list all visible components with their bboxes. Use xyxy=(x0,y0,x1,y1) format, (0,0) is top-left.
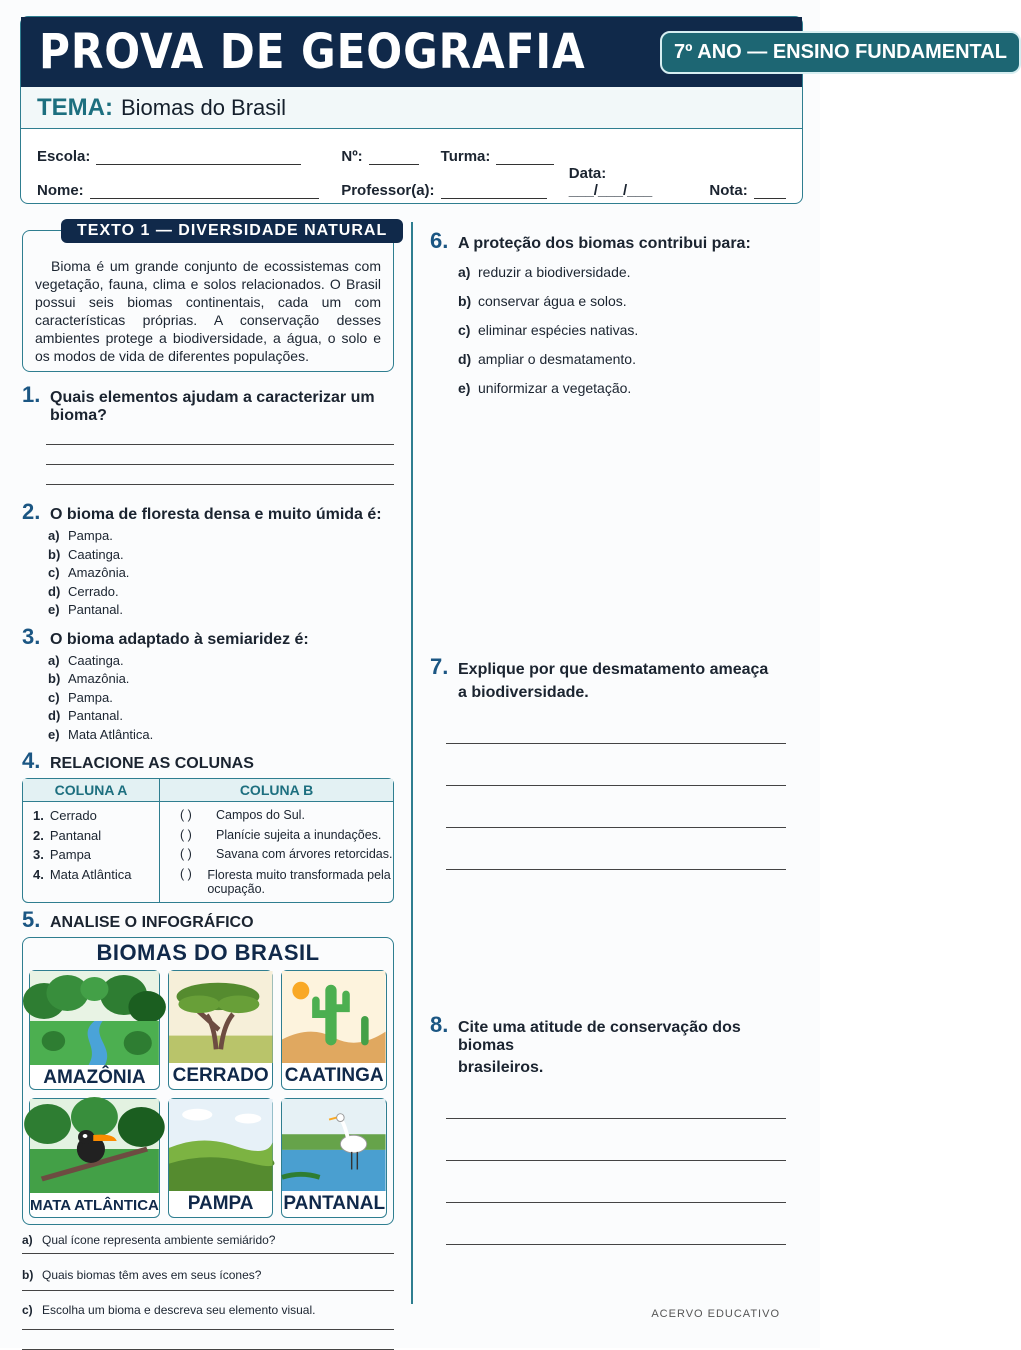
item-number: 1. xyxy=(33,808,44,823)
option-text: uniformizar a vegetação. xyxy=(478,380,632,396)
answer-blank[interactable]: ( ) xyxy=(180,827,192,842)
option-text: Cerrado. xyxy=(68,583,119,599)
answer-blank[interactable]: ( ) xyxy=(180,866,192,881)
teacher-field[interactable] xyxy=(441,185,547,199)
item-text: Campos do Sul. xyxy=(216,808,305,822)
answer-line[interactable] xyxy=(446,1119,786,1161)
theme-bar xyxy=(21,87,802,129)
column-divider xyxy=(411,222,413,1304)
option[interactable] xyxy=(48,652,394,671)
biome-grid xyxy=(29,970,387,1218)
option-text: Pampa. xyxy=(68,528,113,543)
option-text: conservar água e solos. xyxy=(478,293,627,309)
answer-line[interactable] xyxy=(446,786,786,828)
question-3 xyxy=(22,624,394,650)
option[interactable] xyxy=(458,345,786,374)
option-key: e) xyxy=(48,602,60,617)
option-text: Amazônia. xyxy=(68,565,130,580)
question-2 xyxy=(22,499,394,525)
answer-line[interactable] xyxy=(446,744,786,786)
question-7-text: Explique por que desmatamento ameaça xyxy=(458,661,769,678)
option-key: b) xyxy=(458,293,472,309)
title-banner xyxy=(21,17,1007,87)
sub-text: Qual ícone representa ambiente semiárido? xyxy=(42,1232,276,1247)
column-a xyxy=(23,802,160,902)
right-column xyxy=(430,228,786,1076)
biome-card-amazonia xyxy=(29,970,160,1090)
match-table xyxy=(22,778,394,903)
answer-line[interactable] xyxy=(446,1203,786,1245)
item-text: Planície sujeita a inundações. xyxy=(216,827,382,842)
item-text: Mata Atlântica xyxy=(49,866,132,882)
answer-line[interactable] xyxy=(46,425,394,445)
question-5c xyxy=(22,1303,394,1330)
item-text: Floresta muito transformada pela ocupação. xyxy=(207,867,391,896)
option-key: d) xyxy=(48,583,61,599)
school-field[interactable] xyxy=(96,151,301,165)
sub-text: Escolha um bioma e descreva seu elemento visual. xyxy=(42,1302,316,1317)
mata-atlantica-illustration xyxy=(30,1099,159,1193)
question-7-head xyxy=(430,654,786,680)
item-number: 4. xyxy=(33,866,44,882)
option-key: a) xyxy=(48,528,60,543)
option-text: reduzir a biodiversidade. xyxy=(478,264,631,280)
question-3-number: 3. xyxy=(22,623,41,649)
option-text: Caatinga. xyxy=(68,652,124,668)
question-4 xyxy=(22,748,394,774)
biome-label: PAMPA xyxy=(187,1192,254,1214)
option[interactable] xyxy=(48,583,394,602)
option-text: ampliar o desmatamento. xyxy=(478,351,636,367)
option-key: e) xyxy=(48,726,60,742)
question-1 xyxy=(22,382,394,425)
text-1-label: TEXTO 1 — DIVERSIDADE NATURAL xyxy=(61,219,403,243)
answer-blank[interactable]: ( ) xyxy=(180,808,192,822)
match-table-header xyxy=(23,779,393,802)
teacher-label: Professor(a): xyxy=(341,182,435,199)
question-7-text-cont: a biodiversidade. xyxy=(458,684,589,701)
text-1-box xyxy=(22,222,394,372)
option[interactable] xyxy=(48,670,394,689)
option-text: eliminar espécies nativas. xyxy=(478,322,639,338)
answer-line[interactable] xyxy=(446,1161,786,1203)
biome-label: AMAZÔNIA xyxy=(43,1066,146,1088)
column-b-header: COLUNA B xyxy=(239,782,314,798)
option-key: e) xyxy=(458,380,471,396)
question-6-number: 6. xyxy=(430,228,449,253)
number-field[interactable] xyxy=(369,151,419,165)
theme-label: TEMA: xyxy=(37,93,113,121)
question-6-text: A proteção dos biomas contribui para: xyxy=(458,235,751,252)
option[interactable] xyxy=(48,527,394,546)
question-2-options xyxy=(48,527,394,620)
option[interactable] xyxy=(458,287,786,316)
theme-value: Biomas do Brasil xyxy=(120,94,287,120)
question-3-text: O bioma adaptado à semiaridez é: xyxy=(50,630,309,648)
option-key: c) xyxy=(458,322,471,338)
name-label: Nome: xyxy=(37,182,84,199)
option-text: Pantanal. xyxy=(68,602,123,617)
class-label: Turma: xyxy=(440,148,491,165)
answer-line[interactable] xyxy=(446,702,786,744)
question-5a xyxy=(22,1233,394,1254)
question-1-text: Quais elementos ajudam a caracterizar um bioma? xyxy=(50,389,375,424)
item-text: Cerrado xyxy=(49,808,97,823)
biome-card-pantanal xyxy=(281,1098,387,1218)
option[interactable] xyxy=(48,546,394,565)
text-1-body: Bioma é um grande conjunto de ecossistemas com vegetação, fauna, clima e solos relacionados. O Brasil possui seis biomas continentais, cada um com características próprias. A conservação desses ambientes protege a biodiversidade, a água, o solo e os modos de vida de diferentes populações. xyxy=(35,258,381,364)
fields-row-1 xyxy=(21,129,802,165)
question-8-text: Cite uma atitude de conservação dos biomas xyxy=(458,1019,741,1054)
biome-card-mata-atlantica xyxy=(29,1098,160,1218)
option-key: c) xyxy=(48,689,60,705)
exam-title: PROVA DE GEOGRAFIA xyxy=(39,24,586,80)
question-6-options xyxy=(430,258,786,403)
question-3-options xyxy=(48,652,394,745)
question-4-number: 4. xyxy=(22,748,41,773)
question-5b xyxy=(22,1268,394,1291)
option-text: Mata Atlântica. xyxy=(68,726,154,742)
column-b-item xyxy=(180,806,393,826)
option[interactable] xyxy=(48,689,394,708)
question-5-number: 5. xyxy=(22,906,41,932)
answer-line[interactable] xyxy=(446,828,786,870)
biome-card-caatinga xyxy=(281,970,387,1090)
number-label: Nº: xyxy=(341,148,363,165)
infographic xyxy=(22,937,394,1225)
option[interactable] xyxy=(458,316,786,345)
option-key: a) xyxy=(48,652,60,668)
answer-line[interactable] xyxy=(46,465,394,485)
footer-credit: ACERVO EDUCATIVO xyxy=(651,1308,780,1320)
biome-label: CAATINGA xyxy=(284,1064,384,1086)
biome-label: CERRADO xyxy=(172,1064,269,1086)
exam-header xyxy=(20,16,1007,204)
column-a-header: COLUNA A xyxy=(23,779,160,801)
item-number: 3. xyxy=(33,847,44,862)
option-key: c) xyxy=(48,565,60,580)
question-4-text: RELACIONE AS COLUNAS xyxy=(50,755,254,772)
option[interactable] xyxy=(48,564,394,583)
caatinga-illustration xyxy=(282,971,386,1063)
grade-badge: 7º ANO — ENSINO FUNDAMENTAL xyxy=(660,31,1021,74)
column-b-item xyxy=(180,826,393,846)
item-text: Pampa xyxy=(49,847,92,862)
sub-key: b) xyxy=(22,1267,34,1282)
grade-field[interactable] xyxy=(754,185,786,199)
question-8 xyxy=(430,1004,786,1245)
question-8-head xyxy=(430,1012,786,1055)
item-text: Pantanal xyxy=(49,827,102,843)
question-7 xyxy=(430,646,786,870)
column-b xyxy=(160,802,393,902)
school-label: Escola: xyxy=(37,148,91,165)
amazonia-illustration xyxy=(30,971,159,1065)
match-table-body xyxy=(23,802,393,902)
cerrado-illustration xyxy=(169,971,273,1063)
option[interactable] xyxy=(48,601,394,620)
pampa-illustration xyxy=(169,1099,273,1191)
option-key: d) xyxy=(48,708,61,723)
infographic-title: BIOMAS DO BRASIL xyxy=(96,939,320,965)
date-field[interactable]: Data: ___/___/___ xyxy=(568,165,653,199)
option[interactable] xyxy=(458,374,786,403)
option[interactable] xyxy=(48,707,394,726)
sub-text: Quais biomas têm aves em seus ícones? xyxy=(42,1267,262,1282)
answer-blank[interactable]: ( ) xyxy=(180,847,192,861)
answer-line[interactable] xyxy=(22,1330,394,1350)
option-text: Pampa. xyxy=(68,689,113,705)
sub-key: a) xyxy=(22,1232,33,1247)
grade-label: Nota: xyxy=(709,182,748,199)
fields-row-2 xyxy=(21,165,802,199)
class-field[interactable] xyxy=(496,151,554,165)
question-2-text: O bioma de floresta densa e muito úmida é: xyxy=(50,506,382,523)
question-8-number: 8. xyxy=(430,1012,449,1037)
option-key: a) xyxy=(458,264,471,280)
biome-label: PANTANAL xyxy=(283,1192,386,1214)
question-5-text: ANALISE O INFOGRÁFICO xyxy=(50,913,254,931)
biome-card-cerrado xyxy=(168,970,274,1090)
option-text: Amazônia. xyxy=(68,671,130,686)
option-key: d) xyxy=(458,351,472,367)
column-b-item xyxy=(180,845,393,865)
option-text: Caatinga. xyxy=(68,546,124,562)
option-key: b) xyxy=(48,546,61,562)
option[interactable] xyxy=(48,726,394,745)
question-7-number: 7. xyxy=(430,654,449,679)
question-5 xyxy=(22,907,394,933)
column-a-item xyxy=(33,806,159,826)
column-b-item xyxy=(180,865,393,896)
answer-line[interactable] xyxy=(446,1077,786,1119)
question-6 xyxy=(430,228,786,254)
answer-line[interactable] xyxy=(46,445,394,465)
name-field[interactable] xyxy=(90,185,320,199)
pantanal-illustration xyxy=(282,1099,386,1191)
biome-card-pampa xyxy=(168,1098,274,1218)
biome-label: MATA ATLÂNTICA xyxy=(30,1196,159,1214)
question-1-number: 1. xyxy=(22,382,41,407)
item-number: 2. xyxy=(33,827,44,843)
column-a-item xyxy=(33,826,159,846)
sub-key: c) xyxy=(22,1302,33,1317)
option[interactable] xyxy=(458,258,786,287)
column-a-item xyxy=(33,845,159,865)
question-2-number: 2. xyxy=(22,499,41,524)
option-text: Pantanal. xyxy=(68,708,123,723)
left-column xyxy=(22,220,394,1350)
item-text: Savana com árvores retorcidas. xyxy=(216,847,393,861)
option-key: b) xyxy=(48,671,61,686)
column-a-item xyxy=(33,865,159,885)
question-8-text-cont: brasileiros. xyxy=(458,1059,544,1076)
